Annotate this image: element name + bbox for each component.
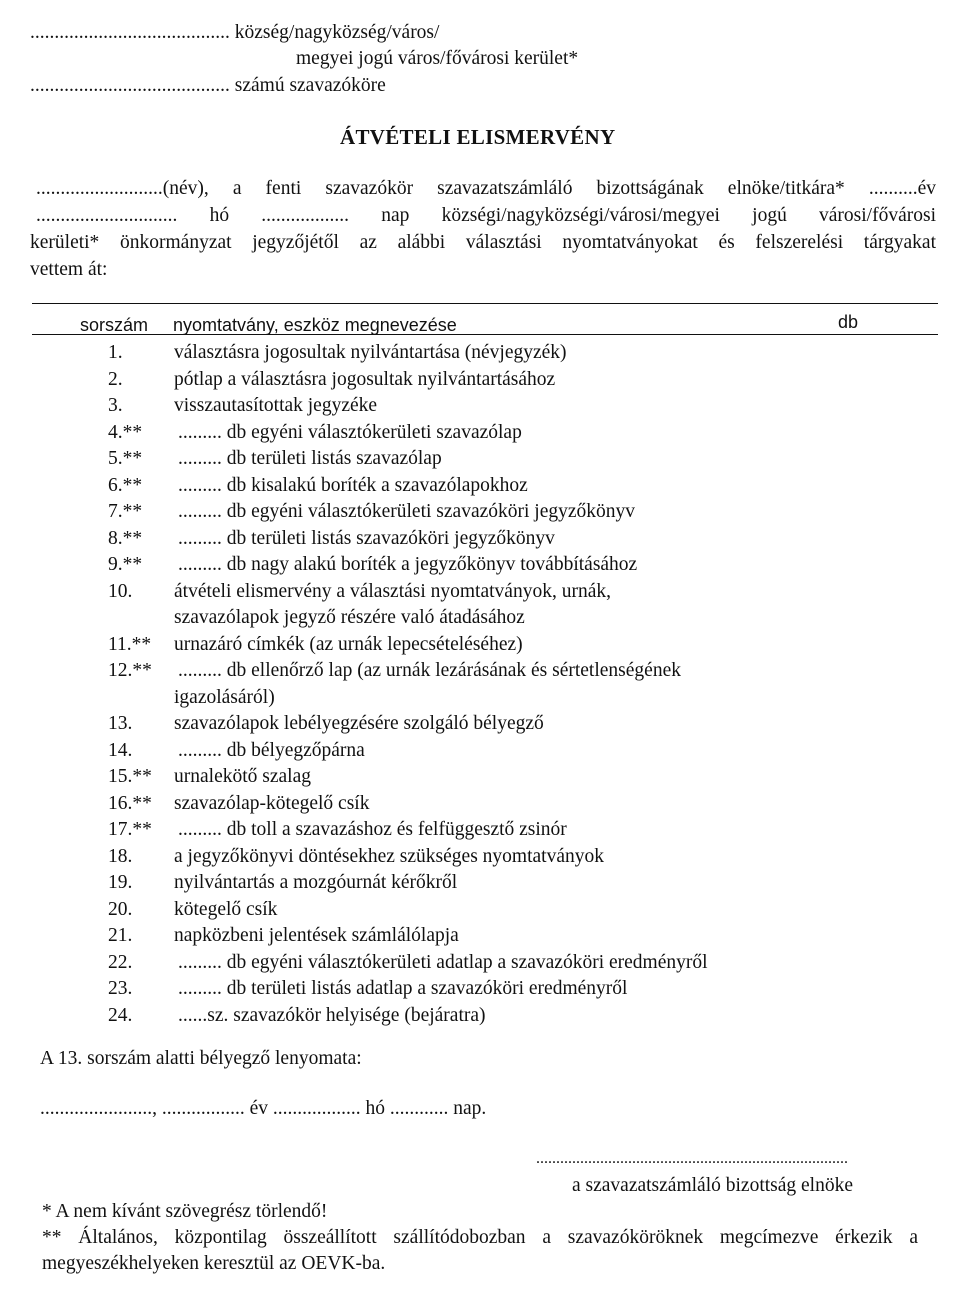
row-number: 11.** xyxy=(108,633,152,655)
row-text: ......... db nagy alakú boríték a jegyzőkönyv továbbításához xyxy=(178,554,638,575)
row-number: 23. xyxy=(108,978,133,999)
row-text: pótlap a választásra jogosultak nyilvántartásához xyxy=(174,368,556,390)
row-number: 6.** xyxy=(108,474,143,496)
row-text: ......... db egyéni választókerületi adatlap a szavazóköri eredményről xyxy=(178,951,708,973)
row-number: 16.** xyxy=(108,792,152,814)
row-text: igazolásáról) xyxy=(174,686,275,708)
row-number: 9.** xyxy=(108,554,143,575)
header-line-2: megyei jogú város/fővárosi kerület* xyxy=(296,48,579,69)
row-number: 3. xyxy=(108,395,123,416)
row-number: 12.** xyxy=(108,660,152,681)
row-text: ......... db területi listás szavazóköri jegyzőkönyv xyxy=(178,527,555,549)
row-text: ......... db kisalakú boríték a szavazólapokhoz xyxy=(178,474,528,496)
row-number: 4.** xyxy=(108,421,143,443)
row-text: nyilvántartás a mozgóurnát kérőkről xyxy=(174,872,458,893)
row-number: 7.** xyxy=(108,501,143,522)
table-header-rule xyxy=(32,334,938,335)
row-text: ......... db toll a szavazáshoz és felfüggesztő zsinór xyxy=(178,819,567,840)
row-number: 19. xyxy=(108,872,133,893)
row-text: szavazólapok jegyző részére való átadásához xyxy=(174,607,525,628)
footnote-2-line-1: ** Általános, központilag összeállított szállítódobozban a szavazóköröknek megcímezve érkezik a xyxy=(42,1227,918,1248)
row-text: ......... db ellenőrző lap (az urnák lezárásának és sértetlenségének xyxy=(178,660,681,681)
row-text: kötegelő csík xyxy=(174,898,278,920)
row-number: 17.** xyxy=(108,819,152,840)
intro-line-2: ............................. hó .................. nap községi/nagyközségi/városi/megyei jogú városi/fővárosi xyxy=(36,205,936,226)
row-number: 24. xyxy=(108,1004,133,1026)
header-line-1: ......................................... község/nagyközség/város/ xyxy=(30,22,440,43)
column-header-name: nyomtatvány, eszköz megnevezése xyxy=(173,315,457,335)
column-header-number: sorszám xyxy=(80,315,149,335)
row-text: napközbeni jelentések számlálólapja xyxy=(174,925,459,946)
row-number: 15.** xyxy=(108,766,152,787)
row-number: 2. xyxy=(108,368,123,390)
row-text: szavazólap-kötegelő csík xyxy=(174,792,370,814)
intro-line-1: ..........................(név), a fenti szavazókör szavazatszámláló bizottságának elnöke/titkára* ..........év xyxy=(36,178,936,199)
row-text: a jegyzőkönyvi döntésekhez szükséges nyomtatványok xyxy=(174,845,604,867)
row-text: ......... db bélyegzőpárna xyxy=(178,739,365,761)
row-number: 18. xyxy=(108,845,133,867)
row-text: választásra jogosultak nyilvántartása (névjegyzék) xyxy=(174,342,567,363)
row-text: átvételi elismervény a választási nyomtatványok, urnák, xyxy=(174,580,611,602)
stamp-label: A 13. sorszám alatti bélyegző lenyomata: xyxy=(40,1048,362,1069)
row-number: 1. xyxy=(108,342,123,363)
header-line-3: ......................................... számú szavazóköre xyxy=(30,75,386,96)
signature-label: a szavazatszámláló bizottság elnöke xyxy=(572,1175,853,1196)
intro-line-3: kerületi* önkormányzat jegyzőjétől az alábbi választási nyomtatványokat és felszerelési tárgyakat xyxy=(30,232,936,253)
row-number: 8.** xyxy=(108,527,143,549)
signature-dots: .............................................................................. xyxy=(536,1150,848,1167)
row-text: urnalekötő szalag xyxy=(174,766,311,787)
intro-line-4: vettem át: xyxy=(30,259,108,280)
row-number: 13. xyxy=(108,713,133,734)
column-header-db: db xyxy=(838,312,859,332)
row-text: ......... db egyéni választókerületi szavazóköri jegyzőkönyv xyxy=(178,501,636,522)
row-text: ......... db területi listás szavazólap xyxy=(178,448,442,469)
row-number: 5.** xyxy=(108,448,143,469)
row-text: szavazólapok lebélyegzésére szolgáló bélyegző xyxy=(174,713,544,734)
document-title: ÁTVÉTELI ELISMERVÉNY xyxy=(340,125,616,149)
row-text: ......... db területi listás adatlap a szavazóköri eredményről xyxy=(178,978,628,999)
row-number: 21. xyxy=(108,925,133,946)
row-number: 14. xyxy=(108,739,133,761)
footnote-2-line-2: megyeszékhelyeken keresztül az OEVK-ba. xyxy=(42,1253,386,1274)
row-number: 22. xyxy=(108,951,133,973)
date-line: ......................., ................. év .................. hó ............ nap. xyxy=(40,1098,487,1119)
table-top-rule xyxy=(32,303,938,304)
row-text: visszautasítottak jegyzéke xyxy=(174,395,378,416)
row-text: ......... db egyéni választókerületi szavazólap xyxy=(178,421,522,443)
footnote-1: * A nem kívánt szövegrész törlendő! xyxy=(42,1201,328,1222)
row-number: 10. xyxy=(108,580,133,602)
row-text: ......sz. szavazókör helyisége (bejáratra) xyxy=(178,1004,486,1026)
row-number: 20. xyxy=(108,898,133,920)
row-text: urnazáró címkék (az urnák lepecsételéséhez) xyxy=(174,633,523,655)
